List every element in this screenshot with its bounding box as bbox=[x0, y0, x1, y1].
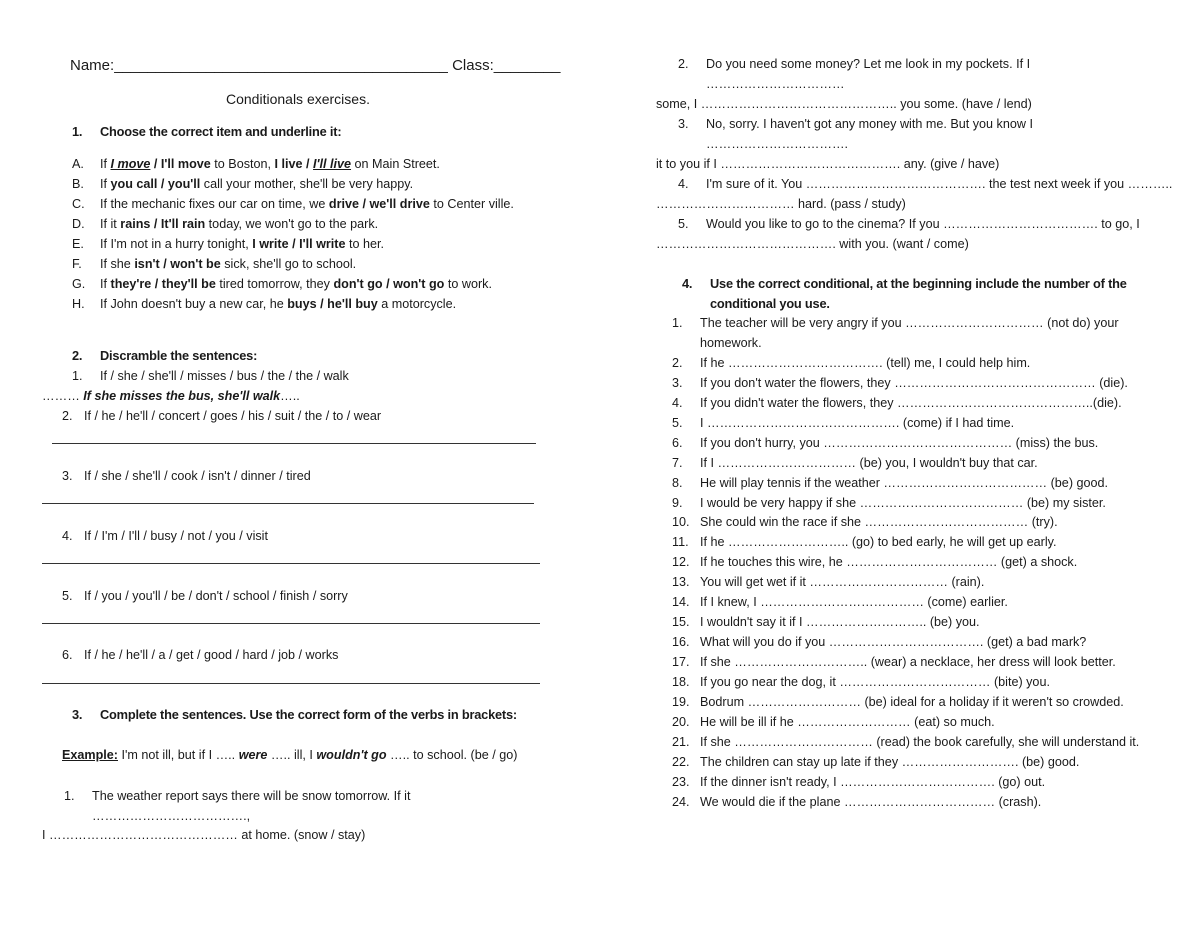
item-number: 19. bbox=[672, 695, 690, 709]
section-4-heading: 4. Use the correct conditional, at the beginning include the number of the bbox=[682, 276, 1127, 291]
item-text: If you don't water the flowers, they ………………………………………… (die). bbox=[700, 376, 1128, 390]
complete-item-1-line2[interactable]: ………………………………., bbox=[92, 809, 251, 823]
complete-item-4[interactable]: 4. I'm sure of it. You ……………………………………. the test next week if you ……….. bbox=[678, 177, 1173, 191]
class-label: Class: bbox=[452, 57, 494, 74]
item-text: I ………………………………………. (come) if I had time. bbox=[700, 416, 1015, 430]
section-1-item-e[interactable]: E. If I'm not in a hurry tonight, I write / I'll write to her. bbox=[72, 237, 384, 251]
conditional-item[interactable] bbox=[672, 534, 1056, 550]
complete-item-3-line2[interactable]: ……………………………. bbox=[706, 137, 849, 151]
item-number: 14. bbox=[672, 595, 690, 609]
conditional-item[interactable] bbox=[672, 574, 984, 590]
item-number: 5. bbox=[672, 416, 683, 430]
section-3-example: Example: I'm not ill, but if I ….. were ….. ill, I wouldn't go ….. to school. (be / go) bbox=[62, 748, 518, 762]
section-1-item-g[interactable]: G. If they're / they'll be tired tomorrow, they don't go / won't go to work. bbox=[72, 277, 492, 291]
item-number: 8. bbox=[672, 476, 683, 490]
complete-item-1[interactable]: 1. The weather report says there will be snow tomorrow. If it bbox=[64, 789, 411, 803]
item-text: He will play tennis if the weather ………………………………… (be) good. bbox=[700, 476, 1109, 490]
complete-item-4-line2[interactable]: …………………………… hard. (pass / study) bbox=[656, 197, 906, 211]
conditional-item[interactable] bbox=[672, 654, 1116, 670]
conditional-item[interactable] bbox=[672, 554, 1077, 570]
item-number: 4. bbox=[672, 396, 683, 410]
conditional-item[interactable] bbox=[672, 355, 1030, 371]
conditional-item[interactable] bbox=[672, 495, 1106, 511]
conditional-item[interactable] bbox=[672, 415, 1014, 431]
page-title: Conditionals exercises. bbox=[226, 91, 370, 107]
conditional-item[interactable] bbox=[672, 714, 995, 730]
scramble-item-6: 6. If / he / he'll / a / get / good / hard / job / works bbox=[62, 648, 339, 662]
answer-line-5[interactable] bbox=[42, 623, 540, 624]
section-4-heading-line2: conditional you use. bbox=[710, 296, 830, 311]
conditional-item[interactable] bbox=[672, 514, 1058, 530]
conditional-item[interactable] bbox=[672, 435, 1098, 451]
complete-item-3[interactable]: 3. No, sorry. I haven't got any money with me. But you know I bbox=[678, 117, 1033, 131]
section-1-item-f[interactable]: F. If she isn't / won't be sick, she'll go to school. bbox=[72, 257, 357, 271]
item-text: If he touches this wire, he ……………………………… (get) a shock. bbox=[700, 555, 1078, 569]
complete-item-2-line3[interactable]: some, I ……………………………………….. you some. (have / lend) bbox=[656, 97, 1032, 111]
scramble-item-5: 5. If / you / you'll / be / don't / school / finish / sorry bbox=[62, 589, 348, 603]
answer-line-3[interactable] bbox=[42, 503, 534, 504]
section-1-heading: 1. Choose the correct item and underline it: bbox=[72, 124, 342, 139]
conditional-item[interactable] bbox=[672, 594, 1008, 610]
section-2-heading: 2. Discramble the sentences: bbox=[72, 348, 258, 363]
scramble-item-1: 1. If / she / she'll / misses / bus / the / the / walk bbox=[72, 369, 349, 383]
item-text: If you go near the dog, it ……………………………… (bite) you. bbox=[700, 675, 1050, 689]
conditional-item[interactable] bbox=[672, 694, 1124, 710]
conditional-item[interactable] bbox=[672, 475, 1108, 491]
conditional-item[interactable] bbox=[672, 674, 1050, 690]
item-text: If he ………………………………. (tell) me, I could help him. bbox=[700, 356, 1031, 370]
item-text: I wouldn't say it if I ……………………….. (be) you. bbox=[700, 615, 980, 629]
conditional-item[interactable] bbox=[672, 774, 1045, 790]
item-number: 24. bbox=[672, 795, 690, 809]
answer-line-4[interactable] bbox=[42, 563, 540, 564]
item-number: 17. bbox=[672, 655, 690, 669]
item-number: 3. bbox=[672, 376, 683, 390]
item-text: She could win the race if she ………………………………… (try). bbox=[700, 515, 1058, 529]
name-row bbox=[70, 57, 561, 74]
item-number: 11. bbox=[672, 535, 689, 549]
conditional-item[interactable] bbox=[672, 395, 1122, 411]
item-number: 18. bbox=[672, 675, 690, 689]
answer-line-6[interactable] bbox=[42, 683, 540, 684]
item-text: If I knew, I ………………………………… (come) earlier. bbox=[700, 595, 1008, 609]
complete-item-5[interactable]: 5. Would you like to go to the cinema? If you ………………………………. to go, I bbox=[678, 217, 1140, 231]
item-number: 21. bbox=[672, 735, 690, 749]
name-label: Name: bbox=[70, 57, 115, 74]
conditional-item[interactable] bbox=[672, 315, 1119, 331]
answer-line-2[interactable] bbox=[52, 443, 536, 444]
complete-item-1-line3[interactable]: I ……………………………………… at home. (snow / stay) bbox=[42, 828, 366, 842]
scramble-item-2: 2. If / he / he'll / concert / goes / his / suit / the / to / wear bbox=[62, 409, 382, 423]
item-number: 6. bbox=[672, 436, 683, 450]
item-number: 15. bbox=[672, 615, 690, 629]
item-text: We would die if the plane ……………………………… (crash). bbox=[700, 795, 1042, 809]
section-1-item-b[interactable]: B. If you call / you'll call your mother, she'll be very happy. bbox=[72, 177, 414, 191]
item-text: The teacher will be very angry if you …………………………… (not do) your bbox=[700, 316, 1119, 330]
item-text: If I …………………………… (be) you, I wouldn't buy that car. bbox=[700, 456, 1038, 470]
conditional-item[interactable] bbox=[672, 375, 1128, 391]
item-text: I would be very happy if she ………………………………… (be) my sister. bbox=[700, 496, 1106, 510]
item-text: You will get wet if it …………………………… (rain). bbox=[700, 575, 985, 589]
conditional-item[interactable] bbox=[672, 455, 1038, 471]
section-1-item-a[interactable]: A. If I move / I'll move to Boston, I live / I'll live on Main Street. bbox=[72, 157, 440, 171]
item-number: 2. bbox=[672, 356, 683, 370]
item-number: 12. bbox=[672, 555, 690, 569]
item-text: The children can stay up late if they ………………………. (be) good. bbox=[700, 755, 1080, 769]
scramble-answer-1[interactable]: ……… If she misses the bus, she'll walk….. bbox=[42, 389, 300, 403]
item-number: 9. bbox=[672, 496, 683, 510]
scramble-item-3: 3. If / she / she'll / cook / isn't / dinner / tired bbox=[62, 469, 311, 483]
item-number: 22. bbox=[672, 755, 690, 769]
name-blank[interactable]: ________________________________________ bbox=[114, 57, 448, 74]
item-text: If she …………………………… (read) the book carefully, she will understand it. bbox=[700, 735, 1140, 749]
conditional-item[interactable] bbox=[672, 754, 1079, 770]
class-blank[interactable]: ________ bbox=[493, 57, 561, 74]
item-text: If the dinner isn't ready, I ………………………………. (go) out. bbox=[700, 775, 1046, 789]
complete-item-2[interactable]: 2. Do you need some money? Let me look in my pockets. If I bbox=[678, 57, 1031, 71]
scramble-item-4: 4. If / I'm / I'll / busy / not / you / visit bbox=[62, 529, 268, 543]
item-number: 20. bbox=[672, 715, 690, 729]
item-number: 7. bbox=[672, 456, 683, 470]
item-text: He will be ill if he ……………………… (eat) so much. bbox=[700, 715, 995, 729]
item-number: 1. bbox=[672, 316, 683, 330]
section-1-item-c[interactable]: C. If the mechanic fixes our car on time, we drive / we'll drive to Center ville. bbox=[72, 197, 514, 211]
complete-item-5-line2[interactable]: ……………………………………. with you. (want / come) bbox=[656, 237, 969, 251]
item-text: Bodrum ……………………… (be) ideal for a holiday if it weren't so crowded. bbox=[700, 695, 1124, 709]
item-text: If you don't hurry, you ……………………………………… (miss) the bus. bbox=[700, 436, 1099, 450]
complete-item-2-line2[interactable]: …………………………… bbox=[706, 77, 845, 91]
item-number: 10. bbox=[672, 515, 690, 529]
section-1-item-d[interactable]: D. If it rains / It'll rain today, we won't go to the park. bbox=[72, 217, 379, 231]
complete-item-3-line3[interactable]: it to you if I ……………………………………. any. (give / have) bbox=[656, 157, 1000, 171]
conditional-item[interactable] bbox=[672, 794, 1041, 810]
item-text: If she ………………………….. (wear) a necklace, her dress will look better. bbox=[700, 655, 1116, 669]
item-text: What will you do if you ………………………………. (get) a bad mark? bbox=[700, 635, 1087, 649]
item-text: If he ……………………….. (go) to bed early, he will get up early. bbox=[700, 535, 1057, 549]
conditional-item[interactable] bbox=[672, 634, 1086, 650]
section-3-heading: 3. Complete the sentences. Use the correct form of the verbs in brackets: bbox=[72, 707, 517, 722]
section-1-item-h[interactable]: H. If John doesn't buy a new car, he buys / he'll buy a motorcycle. bbox=[72, 297, 457, 311]
conditional-item-continuation[interactable]: homework. bbox=[700, 336, 762, 350]
item-number: 13. bbox=[672, 575, 690, 589]
item-number: 16. bbox=[672, 635, 690, 649]
item-number: 23. bbox=[672, 775, 690, 789]
item-text: If you didn't water the flowers, they ………………………………………..(die). bbox=[700, 396, 1122, 410]
conditional-item[interactable] bbox=[672, 614, 980, 630]
conditional-item[interactable] bbox=[672, 734, 1139, 750]
